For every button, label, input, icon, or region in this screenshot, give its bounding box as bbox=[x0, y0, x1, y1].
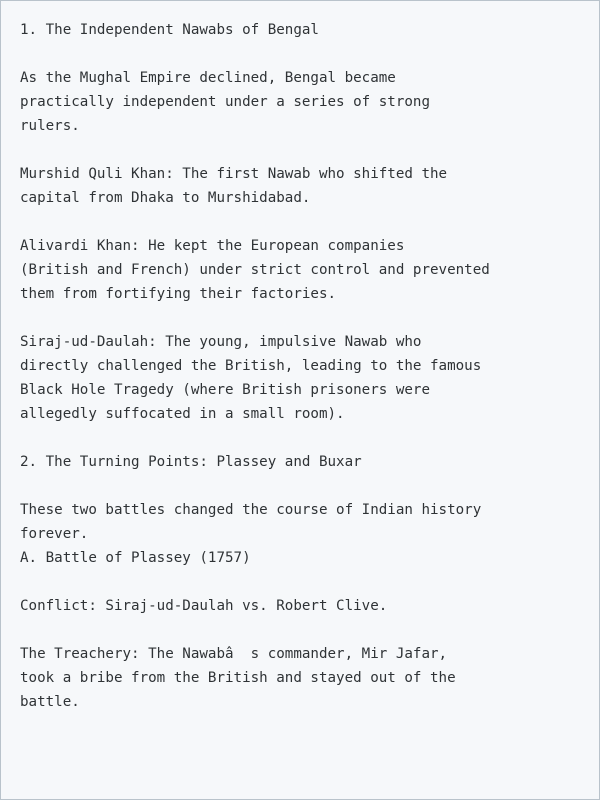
blank-line bbox=[20, 210, 599, 234]
paragraph-line: Murshid Quli Khan: The first Nawab who shifted the bbox=[20, 166, 448, 182]
blank-line bbox=[20, 42, 599, 66]
blank-line bbox=[20, 426, 599, 450]
paragraph-line: As the Mughal Empire declined, Bengal became bbox=[20, 70, 396, 86]
paragraph-line: Siraj-ud-Daulah: The young, impulsive Nawab who bbox=[20, 334, 422, 350]
paragraph-line: (British and French) under strict control and prevented bbox=[20, 262, 490, 278]
paragraph-line: capital from Dhaka to Murshidabad. bbox=[20, 190, 311, 206]
paragraph-line: These two battles changed the course of Indian history bbox=[20, 502, 482, 518]
paragraph-line: took a bribe from the British and stayed out of the bbox=[20, 670, 456, 686]
subheading-battle-of-plassey: A. Battle of Plassey (1757) bbox=[20, 550, 251, 566]
paragraph-line: The Treachery: The Nawabâ s commander, Mir Jafar, bbox=[20, 646, 448, 662]
paragraph-line: Black Hole Tragedy (where British prisoners were bbox=[20, 382, 430, 398]
paragraph-line: allegedly suffocated in a small room). bbox=[20, 406, 345, 422]
paragraph-line: practically independent under a series of strong bbox=[20, 94, 430, 110]
section-heading-turning-points: 2. The Turning Points: Plassey and Buxar bbox=[20, 454, 362, 470]
paragraph-line: them from fortifying their factories. bbox=[20, 286, 337, 302]
paragraph-line: directly challenged the British, leading to the famous bbox=[20, 358, 482, 374]
paragraph-line: Conflict: Siraj-ud-Daulah vs. Robert Clive. bbox=[20, 598, 388, 614]
paragraph-line: forever. bbox=[20, 526, 89, 542]
blank-line bbox=[20, 306, 599, 330]
paragraph-line: Alivardi Khan: He kept the European companies bbox=[20, 238, 405, 254]
blank-line bbox=[20, 138, 599, 162]
blank-line bbox=[20, 570, 599, 594]
blank-line bbox=[20, 618, 599, 642]
blank-line bbox=[20, 474, 599, 498]
paragraph-line: battle. bbox=[20, 694, 80, 710]
paragraph-line: rulers. bbox=[20, 118, 80, 134]
section-heading-nawabs: 1. The Independent Nawabs of Bengal bbox=[20, 22, 319, 38]
